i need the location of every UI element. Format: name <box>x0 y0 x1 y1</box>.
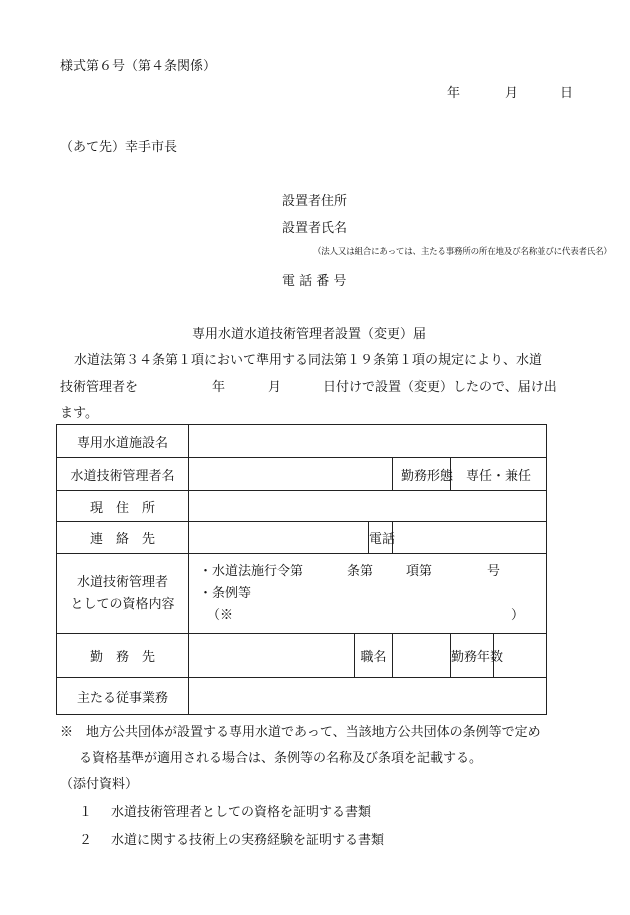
row-qualification <box>57 554 547 634</box>
attachment-2-number: ２ <box>79 833 93 848</box>
body-line-2b: 日付けで設置（変更）したので、届け出 <box>323 380 557 395</box>
date-year-label: 年 <box>447 86 461 101</box>
qual-item: 号 <box>487 563 501 579</box>
facility-name-label: 専用水道施設名 <box>57 425 189 458</box>
main-duty-label: 主たる従事業務 <box>57 678 189 715</box>
work-form-value[interactable]: 専任・兼任 <box>451 458 547 491</box>
attachment-1-number: １ <box>79 805 93 820</box>
work-form-label: 勤務形態 <box>393 458 451 491</box>
row-manager-name <box>57 458 547 491</box>
attachments-title: （添付資料） <box>60 777 139 792</box>
body-line-2a: 技術管理者を <box>60 380 139 395</box>
form-number: 様式第６号（第４条関係） <box>60 59 217 74</box>
workplace-label: 勤 務 先 <box>57 634 189 678</box>
facility-name-value[interactable] <box>189 425 547 458</box>
qual-ordinance-line: ・条例等 <box>199 585 252 601</box>
position-label: 職名 <box>355 634 393 678</box>
row-main-duty <box>57 678 547 715</box>
date-day-label: 日 <box>560 86 574 101</box>
main-duty-value[interactable] <box>189 678 547 715</box>
qualification-label-line1: 水道技術管理者 <box>76 574 168 590</box>
qual-note-open: （※ <box>207 607 234 623</box>
address-value[interactable] <box>189 491 547 522</box>
body-line-1: 水道法第３４条第１項において準用する同法第１９条第１項の規定により、水道 <box>74 353 543 368</box>
addressee: （あて先）幸手市長 <box>60 140 178 155</box>
note-1-line-1: ※ 地方公共団体が設置する専用水道であって、当該地方公共団体の条例等で定め <box>60 725 541 740</box>
contact-label: 連 絡 先 <box>57 522 189 554</box>
qualification-label <box>57 554 189 634</box>
body-line-2-month: 月 <box>268 380 282 395</box>
row-facility-name <box>57 425 547 458</box>
qual-ordinance-prefix: ・水道法施行令第 <box>199 563 304 579</box>
application-form-table <box>56 424 547 715</box>
position-value[interactable] <box>393 634 451 678</box>
body-line-3: ます。 <box>60 406 98 421</box>
address-label: 現 住 所 <box>57 491 189 522</box>
date-month-label: 月 <box>505 86 519 101</box>
qualification-label-line2: としての資格内容 <box>70 596 175 612</box>
applicant-address-label: 設置者住所 <box>282 194 348 209</box>
phone-label: 電話 <box>369 522 393 554</box>
document-title: 専用水道水道技術管理者設置（変更）届 <box>192 327 427 342</box>
workplace-value[interactable] <box>189 634 355 678</box>
row-contact <box>57 522 547 554</box>
manager-name-value[interactable] <box>189 458 393 491</box>
contact-value[interactable] <box>189 522 369 554</box>
years-label: 勤務年数 <box>451 634 494 678</box>
row-workplace <box>57 634 547 678</box>
row-address <box>57 491 547 522</box>
phone-value[interactable] <box>393 522 547 554</box>
qual-article: 条第 <box>347 563 374 579</box>
qual-note-close: ） <box>511 607 525 623</box>
qualification-value[interactable] <box>189 554 547 634</box>
attachment-2-text: 水道に関する技術上の実務経験を証明する書類 <box>111 833 385 848</box>
qual-paragraph: 項第 <box>406 563 433 579</box>
attachment-1-text: 水道技術管理者としての資格を証明する書類 <box>111 805 372 820</box>
applicant-name-note: （法人又は組合にあっては、主たる事務所の所在地及び名称並びに代表者氏名） <box>313 247 612 257</box>
body-line-2-year: 年 <box>212 380 226 395</box>
manager-name-label: 水道技術管理者名 <box>57 458 189 491</box>
applicant-name-label: 設置者氏名 <box>282 221 348 236</box>
applicant-phone-label: 電 話 番 号 <box>282 274 347 289</box>
note-1-line-2: る資格基準が適用される場合は、条例等の名称及び条項を記載する。 <box>79 751 483 766</box>
